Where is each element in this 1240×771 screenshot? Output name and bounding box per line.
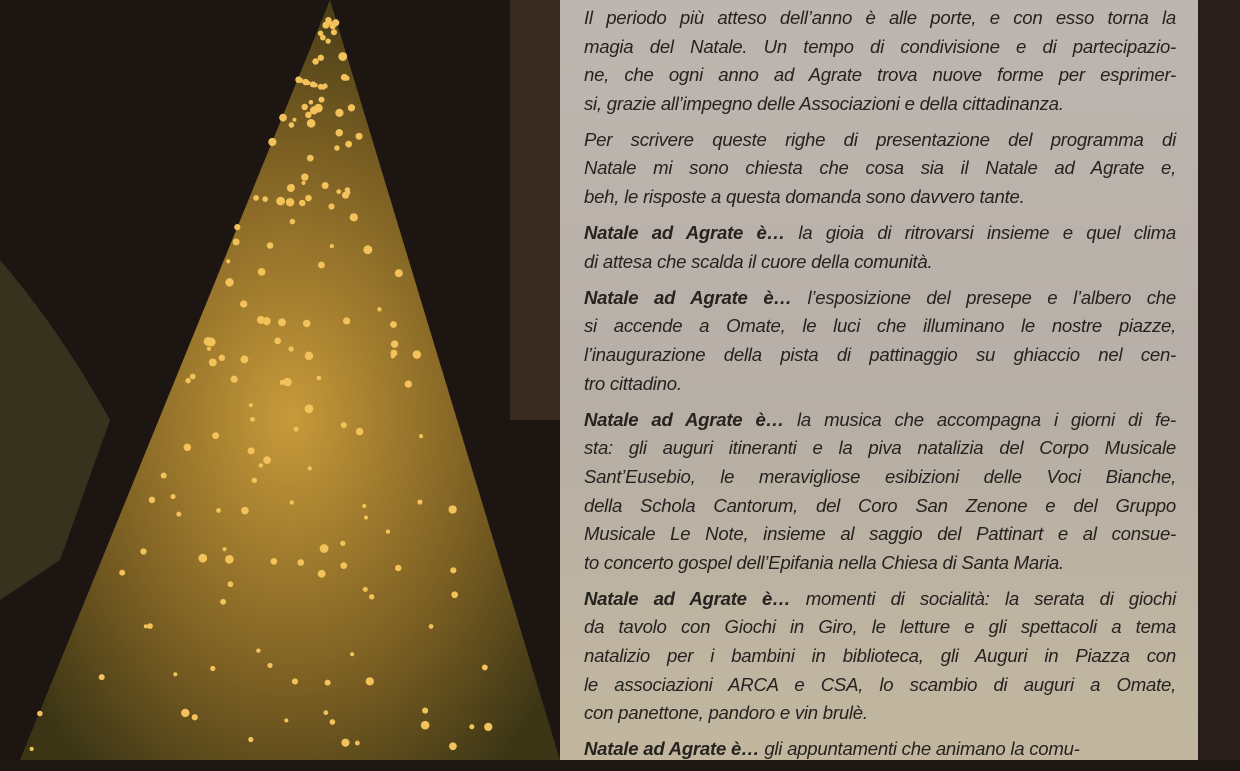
tree-light <box>334 145 339 150</box>
tree-light <box>323 710 328 715</box>
tree-light <box>340 541 345 546</box>
text-line <box>584 219 1176 248</box>
tree-light <box>345 141 352 148</box>
paragraph-lead: Natale ad Agrate è… <box>584 408 784 430</box>
text-line <box>584 183 1176 212</box>
tree-light <box>305 352 313 360</box>
tree-light <box>181 709 189 717</box>
tree-light <box>285 379 292 386</box>
tree-light <box>355 741 360 746</box>
tree-light <box>413 350 421 358</box>
text-line-content: Sant’Eusebio, le meravigliose esibizioni delle Voci Bianche, <box>584 465 1176 487</box>
tree-light <box>305 195 312 202</box>
tree-light <box>330 244 334 248</box>
text-line-content: da tavolo con Giochi in Giro, le letture e gli spettacoli a tema <box>584 616 1176 638</box>
tree-light <box>350 213 358 221</box>
text-line <box>584 585 1176 614</box>
text-line-content: to concerto gospel dell’Epifania nella Chiesa di Santa Maria. <box>584 551 1064 573</box>
text-line <box>584 613 1176 642</box>
tree-light <box>341 739 349 747</box>
tree-light <box>318 262 325 269</box>
text-line-content: l’inaugurazione della pista di pattinaggio su ghiaccio nel cen- <box>584 344 1176 366</box>
text-line <box>584 154 1176 183</box>
text-line-content: Per scrivere queste righe di presentazione del programma di <box>584 128 1176 150</box>
text-line-content: l’esposizione del presepe e l’albero che <box>791 286 1176 308</box>
tree-light <box>267 663 272 668</box>
christmas-tree-illustration <box>0 0 560 760</box>
paragraph <box>584 406 1176 578</box>
paragraph <box>584 219 1176 276</box>
paragraph-lead: Natale ad Agrate è… <box>584 222 785 244</box>
tree-light <box>294 427 299 432</box>
text-line <box>584 463 1176 492</box>
tree-light <box>306 81 311 86</box>
text-line-content: Natale mi sono chiesta che cosa sia il Natale ad Agrate e, <box>584 157 1176 179</box>
tree-light <box>30 747 34 751</box>
tree-light <box>469 724 474 729</box>
tree-light <box>99 674 105 680</box>
tree-light <box>207 347 211 351</box>
text-line <box>584 549 1176 578</box>
tree-light <box>176 512 181 517</box>
text-line-content: sta: gli auguri itineranti e la piva natalizia del Corpo Musicale <box>584 437 1176 459</box>
tree-light <box>209 358 217 366</box>
text-line <box>584 90 1176 119</box>
text-line <box>584 642 1176 671</box>
tree-light <box>421 721 430 730</box>
text-line-content: gli appuntamenti che animano la comu- <box>759 738 1080 760</box>
tree-light <box>341 422 347 428</box>
tree-light <box>173 672 177 676</box>
tree-light <box>240 300 247 307</box>
tree-light <box>288 346 293 351</box>
tree-light <box>340 562 347 569</box>
text-line <box>584 33 1176 62</box>
tree-light <box>395 565 402 572</box>
tree-light <box>335 129 342 136</box>
tree-light <box>248 447 255 454</box>
tree-light <box>363 587 368 592</box>
tree-light <box>336 189 341 194</box>
tree-light <box>348 104 355 111</box>
tree-light <box>292 678 298 684</box>
tree-light <box>342 192 349 199</box>
tree-light <box>343 317 350 324</box>
tree-light <box>450 567 456 573</box>
tree-light <box>198 554 207 563</box>
tree-light <box>190 374 196 380</box>
christmas-tree-photo <box>0 0 560 760</box>
tree-light <box>259 463 263 467</box>
text-line-content: Il periodo più atteso dell’anno è alle porte, e con esso torna la <box>584 7 1176 28</box>
tree-light <box>328 20 332 24</box>
tree-light <box>119 570 125 576</box>
tree-light <box>228 581 234 587</box>
tree-light <box>369 594 374 599</box>
tree-light <box>256 648 260 652</box>
tree-light <box>417 499 422 504</box>
tree-light <box>321 86 325 90</box>
tree-light <box>37 711 43 717</box>
tree-light <box>335 109 343 117</box>
tree-light <box>240 355 248 363</box>
tree-light <box>317 376 322 381</box>
tree-light <box>328 203 334 209</box>
tree-light <box>263 317 271 325</box>
text-line <box>584 248 1176 277</box>
text-line-content: la musica che accompagna i giorni di fe- <box>783 408 1176 430</box>
text-line <box>584 341 1176 370</box>
text-line-content: natalizio per i bambini in biblioteca, gli Auguri in Piazza con <box>584 644 1176 666</box>
text-line <box>584 434 1176 463</box>
tree-light <box>248 737 253 742</box>
tree-light <box>325 680 331 686</box>
tree-light <box>226 259 230 263</box>
tree-light <box>253 195 259 201</box>
tree-light <box>299 200 306 207</box>
tree-light <box>301 181 305 185</box>
tree-light <box>419 434 423 438</box>
tree-light <box>362 504 366 508</box>
tree-light <box>263 456 271 464</box>
tree-light <box>312 58 318 64</box>
text-line <box>584 370 1176 399</box>
paragraph-lead: Natale ad Agrate è… <box>584 587 791 609</box>
tree-light <box>451 591 458 598</box>
tree-light <box>184 444 192 452</box>
tree-light <box>301 173 308 180</box>
tree-light <box>140 548 146 554</box>
tree-light <box>356 428 363 435</box>
text-line-content: con panettone, pandoro e vin brulè. <box>584 702 868 724</box>
tree-light <box>280 380 285 385</box>
tree-light <box>448 505 456 513</box>
tree-light <box>307 155 314 162</box>
text-line-content: Musicale Le Note, insieme al saggio del Pattinart e al consue- <box>584 523 1176 545</box>
tree-light <box>289 122 295 128</box>
tree-light <box>274 338 281 345</box>
tree-light <box>250 417 255 422</box>
text-line <box>584 126 1176 155</box>
tree-light <box>318 31 323 36</box>
tree-light <box>318 55 324 61</box>
paragraph-lead: Natale ad Agrate è… <box>584 286 792 308</box>
tree-light <box>305 112 312 119</box>
tree-light <box>330 719 336 725</box>
tree-light <box>395 269 403 277</box>
tree-light <box>147 623 153 629</box>
tree-light <box>234 224 240 230</box>
tree-light <box>364 516 368 520</box>
tree-light <box>386 529 390 533</box>
text-line-content: ne, che ogni anno ad Agrate trova nuove forme per esprimer- <box>584 64 1176 86</box>
text-line-content: di attesa che scalda il cuore della comunità. <box>584 250 933 272</box>
tree-light <box>249 403 253 407</box>
tree-light <box>338 52 347 61</box>
tree-light <box>318 570 326 578</box>
tree-light <box>344 76 349 81</box>
text-line-content: si, grazie all’impegno delle Associazioni e della cittadinanza. <box>584 92 1064 114</box>
tree-light <box>332 19 339 26</box>
tree-light <box>216 508 221 513</box>
tree-light <box>377 307 381 311</box>
tree-light <box>449 742 457 750</box>
text-line <box>584 4 1176 33</box>
tree-light <box>267 242 274 249</box>
text-line <box>584 492 1176 521</box>
tree-light <box>390 321 397 328</box>
tree-light <box>366 677 374 685</box>
tree-light <box>301 104 307 110</box>
tree-light <box>305 404 314 413</box>
tree-light <box>252 478 257 483</box>
text-line-content: magia del Natale. Un tempo di condivisione e di partecipazio- <box>584 35 1176 57</box>
tree-light <box>303 320 311 328</box>
tree-light <box>320 544 329 553</box>
right-edge-photo <box>1198 0 1240 760</box>
text-line <box>584 406 1176 435</box>
text-line-content: la gioia di ritrovarsi insieme e quel clima <box>784 222 1176 244</box>
tree-light <box>279 114 287 122</box>
tree-light <box>192 714 198 720</box>
text-line <box>584 61 1176 90</box>
tree-light <box>225 278 233 286</box>
tree-light <box>482 664 488 670</box>
text-line <box>584 284 1176 313</box>
text-line-content: momenti di socialità: la serata di giochi <box>790 587 1176 609</box>
text-line <box>584 312 1176 341</box>
tree-light <box>161 473 167 479</box>
tree-light <box>325 38 330 43</box>
paragraph <box>584 284 1176 398</box>
tree-light <box>289 184 295 190</box>
tree-light <box>356 133 363 140</box>
tree-light <box>350 652 354 656</box>
tree-light <box>149 497 155 503</box>
tree-light <box>271 558 278 565</box>
paragraph <box>584 4 1176 118</box>
text-line-content: beh, le risposte a questa domanda sono davvero tante. <box>584 186 1025 208</box>
tree-light <box>422 708 428 714</box>
tree-light <box>331 29 337 35</box>
tree-light <box>318 97 324 103</box>
tree-light <box>241 507 249 515</box>
text-line-content: le associazioni ARCA e CSA, lo scambio di auguri a Omate, <box>584 673 1176 695</box>
tree-light <box>231 376 238 383</box>
text-line <box>584 520 1176 549</box>
tree-light <box>258 268 266 276</box>
text-line <box>584 671 1176 700</box>
tree-light <box>185 378 190 383</box>
tree-light <box>484 723 492 731</box>
tree-light <box>391 354 396 359</box>
text-line-content: si accende a Omate, le luci che illuminano le nostre piazze, <box>584 315 1176 337</box>
tree-light <box>210 666 215 671</box>
tree-light <box>225 555 234 564</box>
tree-light <box>170 494 175 499</box>
paragraph <box>584 585 1176 728</box>
tree-light <box>204 337 213 346</box>
tree-light <box>391 340 399 348</box>
tree-light <box>219 355 225 361</box>
tree-light <box>429 624 434 629</box>
tree-light <box>297 559 304 566</box>
tree-light <box>309 100 314 105</box>
tree-light <box>310 106 318 114</box>
tree-light <box>289 500 293 504</box>
tree-light <box>363 245 372 254</box>
tree-light <box>286 198 295 207</box>
text-line-content: tro cittadino. <box>584 372 682 394</box>
tree-light <box>284 718 288 722</box>
tree-light <box>313 83 317 87</box>
paragraph <box>584 126 1176 212</box>
tree-light <box>233 238 240 245</box>
tree-light <box>290 219 296 225</box>
intro-text <box>584 4 1176 771</box>
text-line-content: della Schola Cantorum, del Coro San Zenone e del Gruppo <box>584 494 1176 516</box>
tree-light <box>268 138 276 146</box>
tree-light <box>292 118 296 122</box>
paragraph-lead: Natale ad Agrate è… <box>584 738 760 760</box>
tree-light <box>220 599 226 605</box>
tree-light <box>223 547 227 551</box>
tree-light <box>212 432 219 439</box>
tree-light <box>307 119 316 128</box>
tree-light <box>262 196 268 202</box>
tree-light <box>276 197 285 206</box>
tree-light <box>405 380 412 387</box>
text-line <box>584 699 1176 728</box>
tree-light <box>278 318 286 326</box>
tree-light <box>322 182 329 189</box>
tree-light <box>308 466 312 470</box>
